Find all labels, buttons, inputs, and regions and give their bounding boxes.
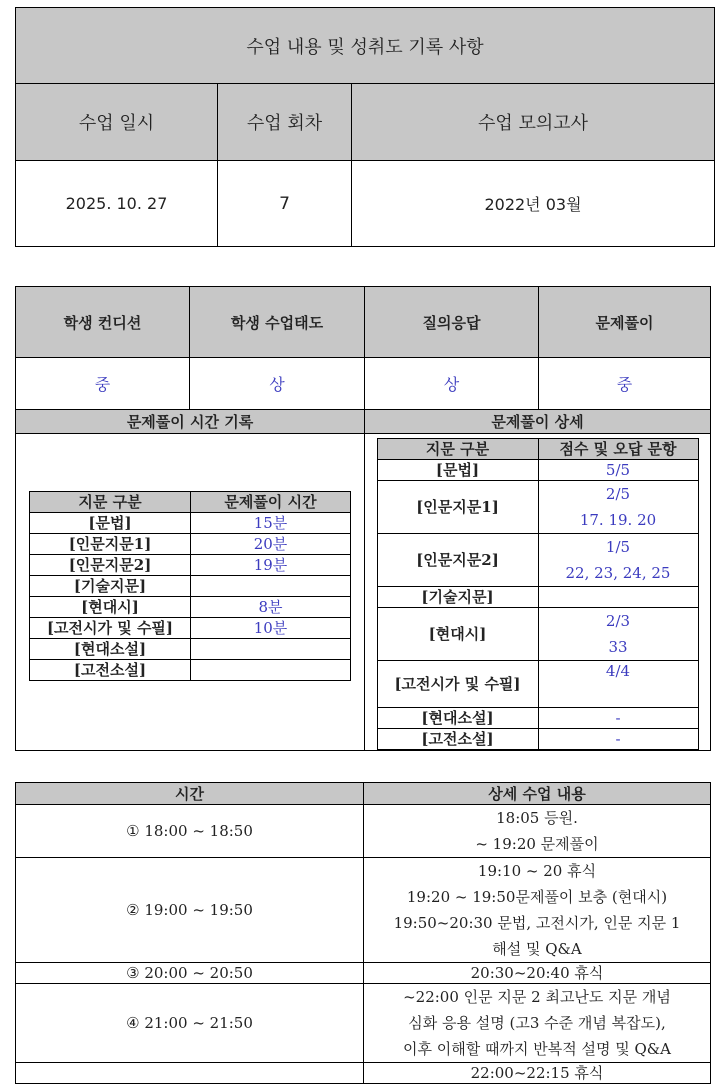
duration-value: 8분 [191, 597, 351, 618]
passage-label: [인문지문1] [30, 534, 191, 555]
table-row [377, 587, 698, 608]
score-value [538, 481, 698, 534]
content-line: 22:00~22:15 휴식 [470, 1064, 604, 1082]
content-line: 해설 및 Q&A [492, 940, 582, 958]
schedule-content [364, 858, 711, 963]
wrong-answers: 17. 19. 20 [579, 511, 657, 529]
passage-label: [기술지문] [30, 576, 191, 597]
detail-table [377, 438, 699, 750]
problem-solving-value: 중 [539, 358, 711, 410]
score-value [538, 608, 698, 661]
passage-label: [현대시] [377, 608, 538, 661]
mock-exam-value: 2022년 03월 [352, 161, 715, 247]
wrong-answers: 33 [608, 638, 628, 656]
detail-cell [365, 434, 711, 751]
content-line: 20:30~20:40 휴식 [470, 964, 604, 982]
schedule-content [364, 1063, 711, 1084]
table-row [16, 858, 711, 963]
duration-value: 15분 [191, 513, 351, 534]
table-row [16, 1063, 711, 1084]
duration-value: 10분 [191, 618, 351, 639]
table-row [377, 729, 698, 750]
table-row [30, 555, 351, 576]
score-value: 5/5 [538, 460, 698, 481]
header-qna: 질의응답 [365, 287, 539, 358]
schedule-time: ③ 20:00 ~ 20:50 [16, 963, 364, 984]
schedule-content [364, 984, 711, 1063]
content-line: 19:20 ~ 19:50문제풀이 보충 (현대시) [406, 888, 668, 906]
score-value [538, 534, 698, 587]
content-line: 18:05 등원. [496, 809, 578, 827]
schedule-content [364, 805, 711, 858]
passage-label: [인문지문2] [30, 555, 191, 576]
content-line: 심화 응용 설명 (고3 수준 개념 복잡도), [408, 1014, 666, 1032]
class-date-value: 2025. 10. 27 [16, 161, 218, 247]
table-row [30, 534, 351, 555]
table-row [377, 608, 698, 661]
table-row [377, 460, 698, 481]
table-row [30, 576, 351, 597]
table-row [16, 805, 711, 858]
table-row [377, 661, 698, 708]
schedule-time [16, 1063, 364, 1084]
schedule-col-time: 시간 [16, 783, 364, 805]
passage-label: [현대소설] [30, 639, 191, 660]
time-col-duration: 문제풀이 시간 [191, 492, 351, 513]
passage-label: [인문지문2] [377, 534, 538, 587]
score-value: - [538, 708, 698, 729]
content-line: ~22:00 인문 지문 2 최고난도 지문 개념 [403, 988, 671, 1006]
content-line: ~ 19:20 문제풀이 [475, 835, 599, 853]
detail-col-score: 점수 및 오답 문항 [538, 439, 698, 460]
header-condition: 학생 컨디션 [16, 287, 190, 358]
evaluation-table [15, 286, 711, 751]
record-title: 수업 내용 및 성취도 기록 사항 [16, 8, 715, 84]
time-record-title: 문제풀이 시간 기록 [16, 410, 365, 434]
duration-value [191, 576, 351, 597]
table-row [30, 660, 351, 681]
score-value: - [538, 729, 698, 750]
class-record-table [15, 7, 715, 247]
passage-label: [고전시가 및 수필] [377, 661, 538, 708]
score-line: 2/3 [605, 612, 631, 630]
time-record-cell [16, 434, 365, 751]
schedule-time: ① 18:00 ~ 18:50 [16, 805, 364, 858]
schedule-time: ② 19:00 ~ 19:50 [16, 858, 364, 963]
passage-label: [문법] [377, 460, 538, 481]
detail-title: 문제풀이 상세 [365, 410, 711, 434]
score-line: 1/5 [605, 538, 631, 556]
score-value [538, 661, 698, 708]
table-row [30, 513, 351, 534]
duration-value [191, 660, 351, 681]
passage-label: [현대소설] [377, 708, 538, 729]
table-row [16, 984, 711, 1063]
score-value [538, 587, 698, 608]
passage-label: [고전소설] [30, 660, 191, 681]
score-line: 2/5 [605, 485, 631, 503]
passage-label: [문법] [30, 513, 191, 534]
qna-value: 상 [365, 358, 539, 410]
table-row [30, 597, 351, 618]
wrong-answers: 22, 23, 24, 25 [565, 564, 671, 582]
condition-value: 중 [16, 358, 190, 410]
table-row [16, 963, 711, 984]
content-line: 이후 이해할 때까지 반복적 설명 및 Q&A [403, 1040, 671, 1058]
schedule-content [364, 963, 711, 984]
detail-col-passage: 지문 구분 [377, 439, 538, 460]
header-class-session: 수업 회차 [218, 84, 352, 161]
header-class-date: 수업 일시 [16, 84, 218, 161]
passage-label: [현대시] [30, 597, 191, 618]
duration-value: 20분 [191, 534, 351, 555]
passage-label: [고전시가 및 수필] [30, 618, 191, 639]
table-row [377, 534, 698, 587]
class-session-value: 7 [218, 161, 352, 247]
score-line: 4/4 [605, 662, 631, 680]
duration-value [191, 639, 351, 660]
schedule-table [15, 782, 711, 1084]
schedule-col-content: 상세 수업 내용 [364, 783, 711, 805]
duration-value: 19분 [191, 555, 351, 576]
passage-label: [고전소설] [377, 729, 538, 750]
time-record-table [29, 491, 351, 681]
passage-label: [기술지문] [377, 587, 538, 608]
table-row [377, 708, 698, 729]
passage-label: [인문지문1] [377, 481, 538, 534]
content-line: 19:50~20:30 문법, 고전시가, 인문 지문 1 [393, 914, 681, 932]
header-problem-solving: 문제풀이 [539, 287, 711, 358]
time-col-passage: 지문 구분 [30, 492, 191, 513]
attitude-value: 상 [190, 358, 365, 410]
schedule-time: ④ 21:00 ~ 21:50 [16, 984, 364, 1063]
table-row [377, 481, 698, 534]
header-mock-exam: 수업 모의고사 [352, 84, 715, 161]
table-row [30, 639, 351, 660]
header-attitude: 학생 수업태도 [190, 287, 365, 358]
table-row [30, 618, 351, 639]
content-line: 19:10 ~ 20 휴식 [477, 862, 597, 880]
